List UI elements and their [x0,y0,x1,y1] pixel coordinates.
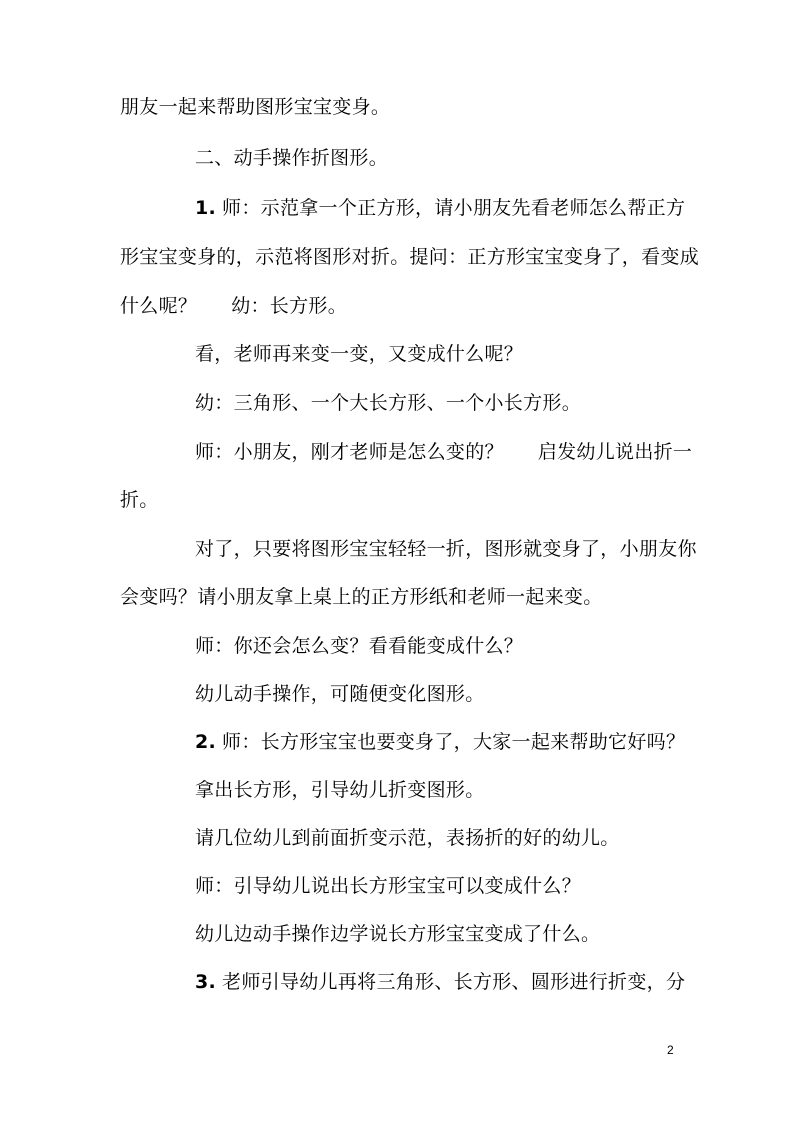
item-number: 2. [195,731,217,753]
section-heading [195,145,685,171]
line-text: 师：你还会怎么变？看看能变成什么？ [195,635,524,657]
line-text: 幼儿动手操作，可随便变化图形。 [195,683,485,705]
paragraph-line [195,777,685,803]
paragraph-line [120,293,680,319]
line-text: 请几位幼儿到前面折变示范，表扬折的好的幼儿。 [195,827,620,849]
line-text: 师：引导幼儿说出长方形宝宝可以变成什么？ [195,875,582,897]
line-text: 形宝宝变身的，示范将图形对折。提问：正方形宝宝变身了，看变成 [120,246,700,268]
paragraph-line [120,487,680,513]
line-text: 师：长方形宝宝也要变身了，大家一起来帮助它好吗？ [222,731,686,753]
line-text: 二、动手操作折图形。 [195,147,389,169]
line-text: 幼儿边动手操作边学说长方形宝宝变成了什么。 [195,923,601,945]
line-text: 师：示范拿一个正方形，请小朋友先看老师怎么帮正方 [222,197,686,219]
paragraph-line [120,244,700,270]
item-number: 1. [195,197,217,219]
line-text: 对了，只要将图形宝宝轻轻一折，图形就变身了，小朋友你 [195,538,697,560]
paragraph-line [195,825,685,851]
paragraph-line [195,341,685,367]
line-text: 幼：长方形。 [231,295,348,317]
paragraph-line [120,584,680,610]
line-text: 幼：三角形、一个大长方形、一个小长方形。 [195,392,582,414]
paragraph-line [195,681,685,707]
paragraph-line [195,390,685,416]
line-text: 什么呢？ [120,295,198,317]
paragraph-line [195,536,697,562]
line-text: 老师引导幼儿再将三角形、长方形、圆形进行折变，分 [222,971,686,993]
line-text: 师：小朋友，刚才老师是怎么变的？ [195,441,504,463]
line-text: 拿出长方形，引导幼儿折变图形。 [195,779,485,801]
item-number: 3. [195,971,217,993]
paragraph-line [195,633,685,659]
line-text: 启发幼儿说出折一 [537,441,693,463]
paragraph-line [195,439,693,465]
paragraph-line [195,873,685,899]
numbered-item-3 [195,969,685,995]
line-text: 折。 [120,489,159,511]
page-number: 2 [667,1043,674,1057]
numbered-item-2 [195,729,685,755]
paragraph-line [120,94,680,120]
paragraph-line [195,921,685,947]
line-text: 朋友一起来帮助图形宝宝变身。 [120,96,391,118]
line-text: 看，老师再来变一变，又变成什么呢？ [195,343,524,365]
line-text: 会变吗？请小朋友拿上桌上的正方形纸和老师一起来变。 [120,586,603,608]
numbered-item-1 [195,195,685,221]
